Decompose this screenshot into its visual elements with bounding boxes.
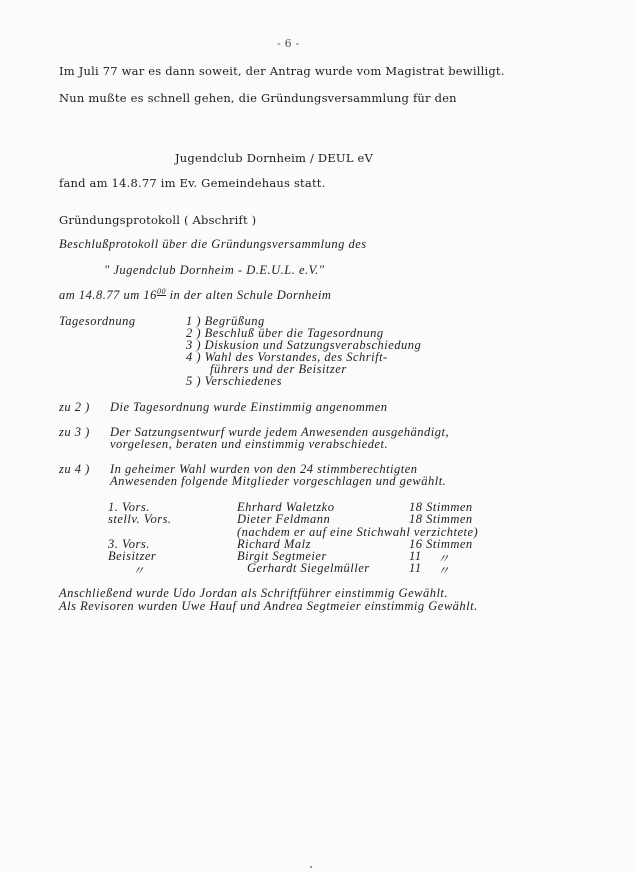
election-name: Dieter Feldmann <box>237 512 331 526</box>
minutes-date-suffix: in der alten Schule Dornheim <box>165 288 332 302</box>
agenda-item: 2 ) Beschluß über die Tagesordnung <box>186 326 384 340</box>
closing-line: Als Revisoren wurden Uwe Hauf und Andrea Segtmeier einstimmig Gewählt. <box>59 599 478 613</box>
minutes-club: " Jugendclub Dornheim - D.E.U.L. e.V." <box>104 263 325 277</box>
resolution-line: Der Satzungsentwurf wurde jedem Anwesenden ausgehändigt, <box>110 425 450 439</box>
ditto-mark: 〃 <box>437 552 451 566</box>
protocol-heading: Gründungsprotokoll ( Abschrift ) <box>59 213 257 227</box>
election-name: Richard Malz <box>237 537 311 551</box>
closing-line: Anschließend wurde Udo Jordan als Schriftführer einstimmig Gewählt. <box>59 586 449 600</box>
election-name: Birgit Segtmeier <box>237 549 327 563</box>
minutes-date-line <box>59 287 331 303</box>
club-name: Jugendclub Dornheim / DEUL eV <box>175 151 374 165</box>
election-name: Gerhardt Siegelmüller <box>247 561 370 575</box>
election-note: (nachdem er auf eine Stichwahl verzichtete) <box>237 525 479 539</box>
agenda-item: 1 ) Begrüßung <box>186 314 265 328</box>
resolution-line: Anwesenden folgende Mitglieder vorgeschlagen und gewählt. <box>110 474 447 488</box>
election-role: 3. Vors. <box>108 537 150 551</box>
resolution-line: vorgelesen, beraten und einstimmig verabschiedet. <box>110 437 389 451</box>
agenda-item: 5 ) Verschiedenes <box>186 374 282 388</box>
election-votes: 18 Stimmen <box>409 500 473 514</box>
ditto-mark: 〃 <box>437 564 451 578</box>
election-role: Beisitzer <box>108 549 157 563</box>
minutes-time-superscript: 00 <box>156 287 166 296</box>
agenda-label: Tagesordnung <box>59 314 136 328</box>
election-votes: 11 <box>409 561 422 575</box>
election-role: stellv. Vors. <box>108 512 172 526</box>
intro-line-1: Im Juli 77 war es dann soweit, der Antrag wurde vom Magistrat bewilligt. <box>59 64 505 78</box>
intro-line-2: Nun mußte es schnell gehen, die Gründungsversammlung für den <box>59 91 457 105</box>
resolution-line: In geheimer Wahl wurden von den 24 stimmberechtigten <box>110 462 418 476</box>
agenda-item: 4 ) Wahl des Vorstandes, des Schrift- <box>186 350 388 364</box>
held-line: fand am 14.8.77 im Ev. Gemeindehaus statt. <box>59 176 326 190</box>
page-speck <box>310 866 312 868</box>
page-number: - 6 - <box>277 37 300 50</box>
minutes-title: Beschlußprotokoll über die Gründungsversammlung des <box>59 237 367 251</box>
election-votes: 16 Stimmen <box>409 537 473 551</box>
resolution-label: zu 3 ) <box>59 425 90 439</box>
resolution-line: Die Tagesordnung wurde Einstimmig angenommen <box>110 400 388 414</box>
resolution-label: zu 4 ) <box>59 462 90 476</box>
election-votes: 18 Stimmen <box>409 512 473 526</box>
election-role: 1. Vors. <box>108 500 150 514</box>
minutes-date-prefix: am 14.8.77 um 16 <box>59 288 157 302</box>
election-role: 〃 <box>132 564 146 578</box>
agenda-item: führers und der Beisitzer <box>210 362 347 376</box>
election-name: Ehrhard Waletzko <box>237 500 335 514</box>
agenda-item: 3 ) Diskusion und Satzungsverabschiedung <box>186 338 422 352</box>
election-votes: 11 <box>409 549 422 563</box>
resolution-label: zu 2 ) <box>59 400 90 414</box>
